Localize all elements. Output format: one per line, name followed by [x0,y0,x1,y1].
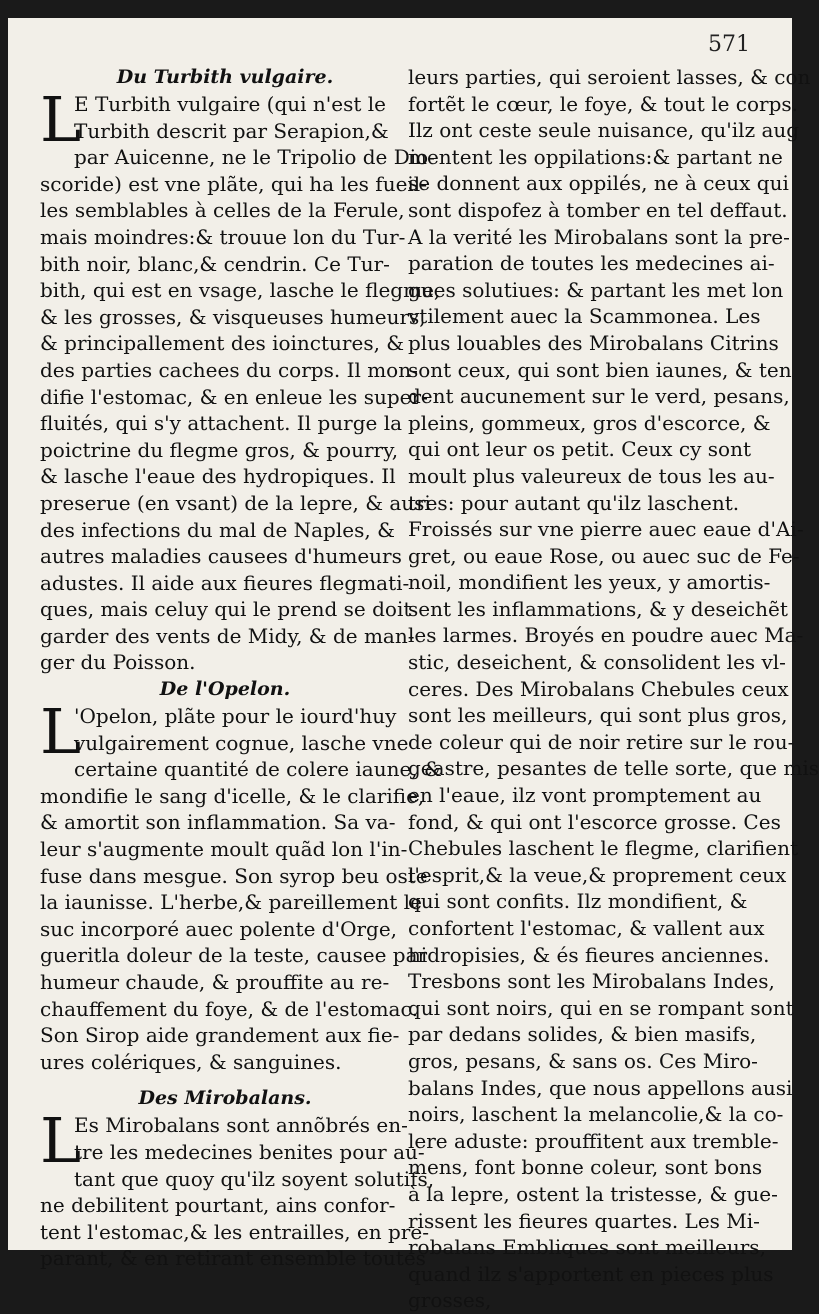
text-line: confortent l'estomac, & vallent aux [408,916,765,940]
text-line: gros, pesans, & sans os. Ces Miro- [408,1048,758,1073]
text-line: leur s'augmente moult quãd lon l'in- [40,837,408,862]
text-line: ne debilitent pourtant, ains confor- [40,1193,396,1218]
text-line: & lasche l'eaue des hydropiques. Il [40,464,396,489]
text-line: bith, qui est en vsage, lasche le flegme, [40,278,441,303]
text-line: des parties cachees du corps. Il mon- [40,357,418,382]
text-line: sont les meilleurs, qui sont plus gros, [408,703,788,728]
text-line: gret, ou eaue Rose, ou auec suc de Fe- [408,543,800,568]
text-line: sont ceux, qui sont bien iaunes, & ten [408,357,792,382]
section-heading-mirobalans: Des Mirobalans. [138,1087,312,1110]
text-line: plus louables des Mirobalans Citrins [408,330,779,355]
text-line: noirs, laschent la melancolie,& la co- [408,1102,784,1127]
text-line: moult plus valeureux de tous les au- [408,463,775,488]
text-line: E Turbith vulgaire (qui n'est le [74,92,387,116]
text-line: humeur chaude, & prouffite au re- [40,970,390,994]
text-line: qui sont confits. Ilz mondifient, & [408,889,748,914]
text-line: tent l'estomac,& les entrailles, en pre- [40,1219,429,1244]
text-line: garder des vents de Midy, & de man- [40,623,415,648]
text-line: Ilz ont ceste seule nuisance, qu'ilz aug [408,118,800,143]
text-line: poictrine du flegme gros, & pourry, [40,437,399,462]
text-line: quand ilz s'apportent en pieces plus [408,1261,774,1286]
page-number: 571 [708,32,750,57]
text-line: mais moindres:& trouue lon du Tur- [40,224,406,249]
text-line: geastre, pesantes de telle sorte, que mis [408,756,819,781]
text-line: paration de toutes les medecines ai- [408,251,775,276]
text-line: suc incorporé auec polente d'Orge, [40,916,398,941]
right-column [408,64,819,1314]
text-line: robalans Embliques sont meilleurs, [408,1235,766,1260]
text-line: stic, deseichent, & consolident les vl- [408,650,786,675]
text-line: des infections du mal de Naples, & [40,517,395,542]
text-line: adustes. Il aide aux fieures flegmati- [40,570,410,595]
text-line: pleins, gommeux, gros d'escorce, & [408,410,771,435]
text-line: à la lepre, ostent la tristesse, & gue- [408,1181,778,1206]
text-line: qui ont leur os petit. Ceux cy sont [408,437,752,462]
text-line: balans Indes, que nous appellons ausi [408,1075,793,1100]
text-line: vtilement auec la Scammonea. Les [408,304,761,329]
text-line: par Auicenne, ne le Tripolio de Dio- [74,145,435,170]
text-line: ceres. Des Mirobalans Chebules ceux [408,676,789,701]
text-line: leurs parties, qui seroient lasses, & con [408,65,811,89]
text-line: & les grosses, & visqueuses humeurs, [40,304,426,329]
text-line: tant que quoy qu'ilz soyent solutifs, [74,1166,435,1191]
text-line: A la verité les Mirobalans sont la pre- [408,224,790,249]
section-heading-turbith: Du Turbith vulgaire. [116,66,334,88]
section-body-mirobalans [40,1104,435,1272]
text-line: tres: pour autant qu'ilz laschent. [408,490,740,515]
text-line: par dedans solides, & bien masifs, [408,1022,757,1047]
drop-cap: L [40,695,82,769]
text-line: sont dispofez à tomber en tel deffaut. [408,197,788,222]
section-heading-opelon: De l'Opelon. [159,678,291,701]
drop-cap: L [40,83,82,156]
text-line: bith noir, blanc,& cendrin. Ce Tur- [40,251,390,276]
text-line: sent les inflammations, & y deseichẽt [408,596,788,621]
text-line: de coleur qui de noir retire sur le rou- [408,729,795,754]
text-line: mens, font bonne coleur, sont bons [408,1155,763,1180]
text-line: les semblables à celles de la Ferule, [40,198,405,223]
text-line: l'esprit,& la veue,& proprement ceux [408,862,787,887]
text-line: les larmes. Broyés en poudre auec Ma- [408,623,804,648]
text-line: fortẽt le cœur, le foye, & tout le corps. [408,91,799,116]
text-line: qui sont noirs, qui en se rompant sont [408,995,794,1020]
text-line: chauffement du foye, & de l'estomac. [40,996,419,1021]
text-line: grosses, [408,1288,492,1313]
text-line: fond, & qui ont l'escorce grosse. Ces [408,809,781,834]
text-line: Turbith descrit par Serapion,& [74,118,389,143]
section-body-opelon [40,695,442,1075]
drop-cap: L [40,1104,82,1178]
text-line: mondifie le sang d'icelle, & le clarifie, [40,783,425,808]
text-line: scoride) est vne plãte, qui ha les fueil- [40,171,427,196]
text-line: preserue (en vsant) de la lepre, & ausi [40,490,431,515]
text-line: en l'eaue, ilz vont promptement au [408,783,762,808]
text-line: fuse dans mesgue. Son syrop beu oste [40,863,428,888]
text-line: Es Mirobalans sont annõbrés en- [74,1113,408,1138]
text-line: & principallement des ioinctures, & [40,331,405,356]
text-line: Son Sirop aide grandement aux fie- [40,1023,400,1048]
text-line: Tresbons sont les Mirobalans Indes, [408,969,775,994]
text-line: rissent les fieures quartes. Les Mi- [408,1208,760,1233]
text-line: vulgairement cognue, lasche vne [74,730,409,755]
book-page [8,18,819,1313]
text-line: certaine quantité de colere iaune, & [74,757,442,782]
text-line: parant, & en retirant ensemble toutes [40,1246,426,1271]
text-line: & amortit son inflammation. Sa va- [40,810,396,835]
text-line: lere aduste: prouffitent aux tremble- [408,1128,779,1153]
text-line: dent aucunement sur le verd, pesans, [408,384,790,409]
text-line: se donnent aux oppilés, ne à ceux qui [408,171,789,196]
text-line: mentent les oppilations:& partant ne [408,144,783,169]
section-gap [40,1075,410,1085]
text-line: difie l'estomac, & en enleue les super- [40,384,428,409]
text-line: hidropisies, & és fieures anciennes. [408,942,770,967]
text-line: 'Opelon, plãte pour le iourd'huy [74,704,397,729]
text-line: la iaunisse. L'herbe,& pareillement le [40,890,422,915]
text-line: tre les medecines benites pour au- [74,1139,425,1164]
text-line: gueritla doleur de la teste, causee par [40,943,428,968]
text-line: ures colériques, & sanguines. [40,1049,342,1074]
text-line: ques, mais celuy qui le prend se doit [40,597,412,622]
left-column [40,64,442,1272]
text-line: Froissés sur vne pierre auec eaue d'Ai- [408,517,804,542]
text-line: autres maladies causees d'humeurs [40,544,402,569]
text-line: gues solutiues: & partant les met lon [408,277,784,302]
text-line: Chebules laschent le flegme, clarifient [408,836,798,861]
text-line: noil, mondifient les yeux, y amortis- [408,570,771,595]
text-line: fluités, qui s'y attachent. Il purge la [40,411,403,436]
section-body-turbith [40,83,441,676]
text-line: ger du Poisson. [40,650,196,675]
